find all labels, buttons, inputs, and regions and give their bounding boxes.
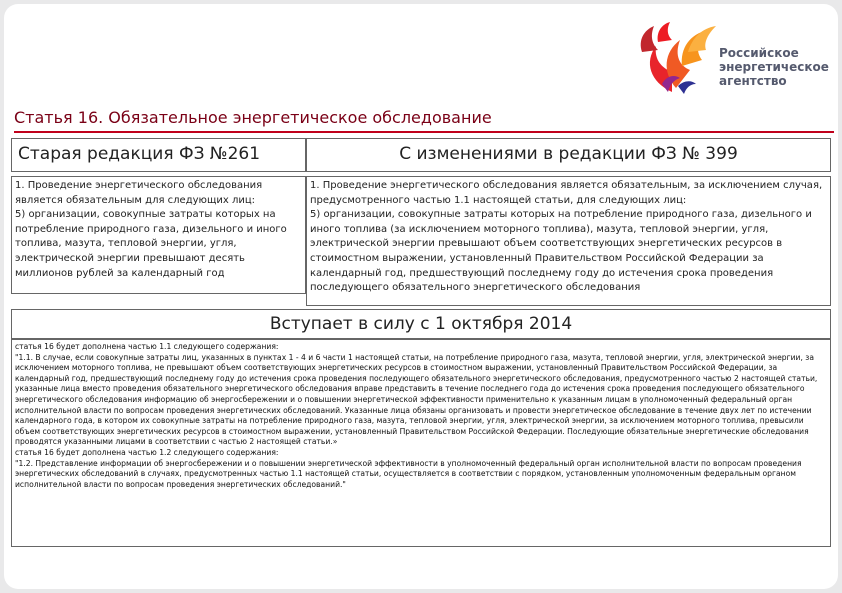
- effective-header-label: Вступает в силу с 1 октября 2014: [269, 314, 573, 334]
- logo-line-3: агентство: [719, 74, 787, 88]
- old-edition-header: [11, 138, 306, 172]
- old-edition-header-label: Старая редакция ФЗ №261: [18, 144, 261, 164]
- page-title: Статья 16. Обязательное энергетическое обследование: [14, 108, 834, 133]
- logo-line-2: энергетическое: [719, 60, 829, 74]
- new-edition-header-label: С изменениями в редакции ФЗ № 399: [399, 144, 738, 164]
- logo-text: [719, 46, 829, 88]
- slide: [4, 4, 838, 589]
- old-edition-text: 1. Проведение энергетического обследования является обязательным для следующих лиц: 5) организации, совокупные затраты которых на потребление природного газа, дизельного и иного топлива, мазута, тепловой энергии, угля, электрической энергии превышают десять миллионов рублей за календарный год: [15, 180, 287, 279]
- firebird-logo-icon: [632, 22, 718, 96]
- effective-text-box: [11, 339, 831, 547]
- logo-line-1: Российское: [719, 46, 799, 60]
- new-edition-header: [306, 138, 831, 172]
- effective-para-3: статья 16 будет дополнена частью 1.2 следующего содержания:: [15, 447, 279, 457]
- new-edition-text: 1. Проведение энергетического обследования является обязательным, за исключением случая, предусмотренного частью 1.1 настоящей статьи, для следующих лиц: 5) организации, совокупные затраты которых на потребление природного газа, дизельного и иного топлива (за исключением моторного топлива), мазута, тепловой энергии, угля, электрической энергии превышают объем соответствующих энергетических ресурсов в стоимостном выражении, установленный Правительством Российской Федерации за календарный год, предшествующий последнему году до истечения срока проведения последующего обязательного энергетического обследования: [310, 180, 823, 294]
- logo: [632, 22, 832, 96]
- effective-para-1: статья 16 будет дополнена частью 1.1 следующего содержания:: [15, 342, 279, 351]
- new-edition-text-box: [306, 176, 831, 306]
- effective-header: [11, 309, 831, 339]
- effective-para-2: "1.1. В случае, если совокупные затраты лиц, указанных в пунктах 1 - 4 и 6 части 1 настоящей статьи, на потребление природного газа, мазута, тепловой энергии, угля, электрической энергии, за исключением моторного топлива, не превышают объем соответствующих энергетических ресурсов в стоимостном выражении, установленный Правительством Российской Федерации, за календарный год, предшествующий последнему году до истечения срока проведения последующего обязательного энергетического обследования, предусмотренного частью 2 настоящей статьи, указанные лица вместо проведения обязательного энергетического обследования вправе представить в течение последнего года до истечения срока проведения последующего обязательного энергетического обследования информацию об энергосбережении и о повышении энергетической эффективности применительно к указанным лицам в уполномоченный федеральный орган исполнительной власти по вопросам проведения энергетических обследований. Указанные лица обязаны организовать и провести энергетическое обследование в течение двух лет по истечении календарного года, в котором их совокупные затраты на потребление природного газа, мазута, тепловой энергии, угля, электрической энергии, за исключением моторного топлива, превысили объем соответствующих энергетических ресурсов в стоимостном выражении, установленный Правительством Российской Федерации. Последующие обязательные энергетические обследования проводятся указанными лицами в соответствии с частью 2 настоящей статьи.»: [15, 352, 818, 447]
- effective-para-4: "1.2. Представление информации об энергосбережении и о повышении энергетической эффективности в уполномоченный федеральный орган исполнительной власти по вопросам проведения энергетических обследований в случаях, предусмотренных частью 1.1 настоящей статьи, осуществляется в соответствии с порядком, установленным уполномоченным федеральным органом исполнительной власти по вопросам проведения энергетических обследований.": [15, 458, 802, 489]
- old-edition-text-box: [11, 176, 306, 294]
- effective-text: [12, 340, 830, 492]
